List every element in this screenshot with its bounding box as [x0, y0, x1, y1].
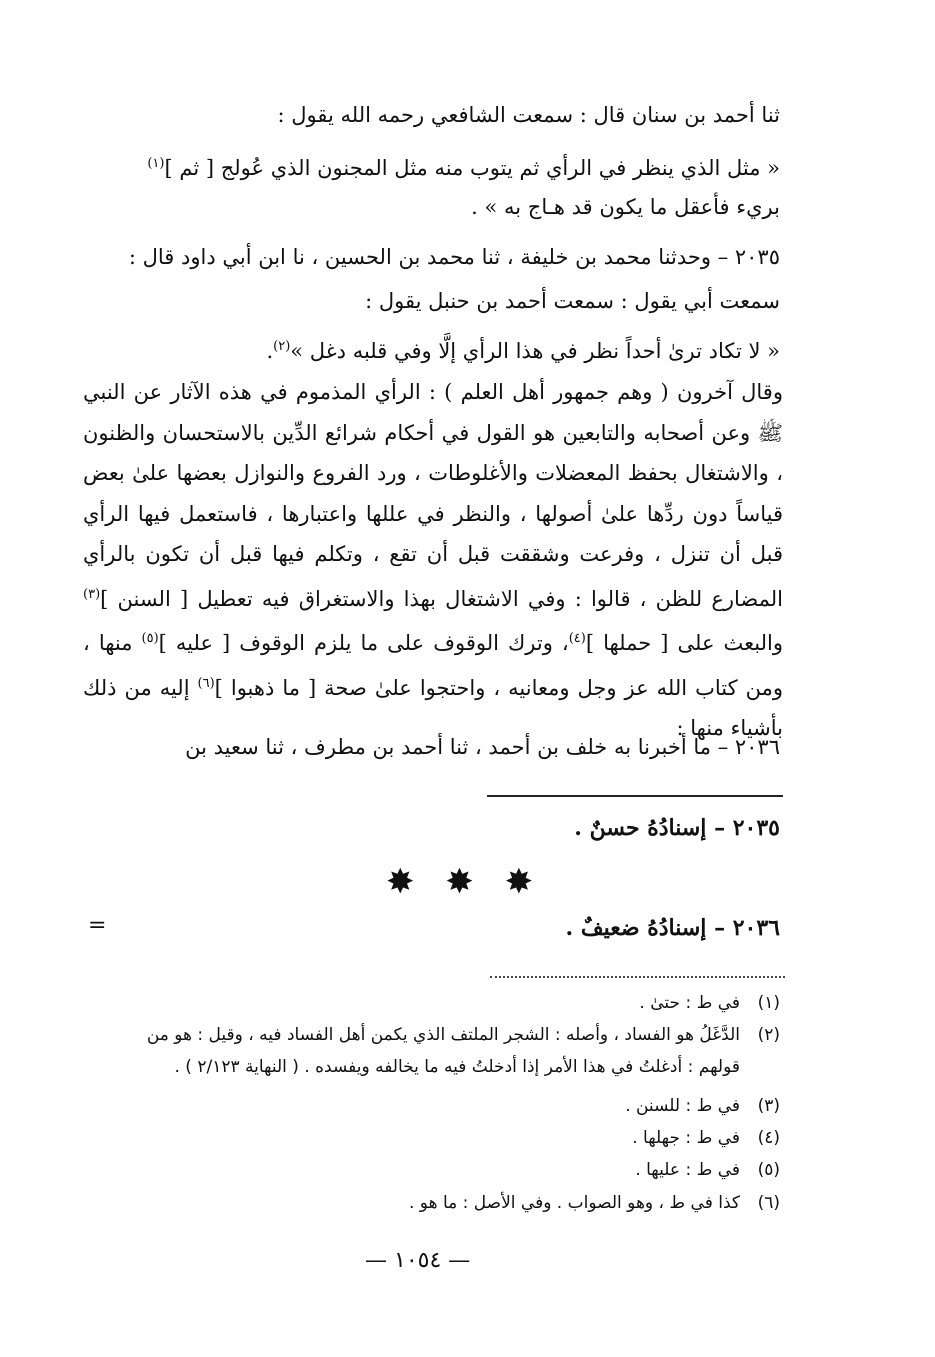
body-text: وقال آخرون ( وهم جمهور أهل العلم ) : الرأي المذموم في هذه الآثار عن النبي ﷺ وعن أصحابه والتابعين هو القول في أحكام شرائع الدِّين بالاستحسان والظنون ، والاشتغال بحفظ المعضلات والأغلوطات ، ورد الفروع والنوازل بعضها علىٰ بعض قياساً دون ردِّها علىٰ أصولها ، والنظر في عللها واعتبارها ، فاستعمل فيها الرأي قبل أن تنزل ، وفرعت وشققت قبل أن تقع ، وتكلم فيها قبل أن تكون بالرأي المضارع للظن ، قالوا : وفي الاشتغال بهذا والاستغراق فيه تعطيل [ السنن ]	[83, 380, 783, 611]
body-line	[80, 147, 780, 185]
continuation-mark: =	[88, 913, 107, 938]
footnote	[90, 1020, 780, 1051]
body-line: سمعت أبي يقول : سمعت أحمد بن حنبل يقول :	[365, 289, 780, 313]
footnote-number: (٦)	[757, 1193, 780, 1213]
footnote-text: في ط : حتىٰ .	[639, 993, 740, 1013]
footnote-text: كذا في ط ، وهو الصواب . وفي الأصل : ما هو .	[408, 1193, 740, 1213]
footnote-number: (٢)	[757, 1025, 780, 1045]
body-line: بريء فأعقل ما يكون قد هـاج به » .	[471, 195, 780, 219]
body-text: « مثل الذي ينظر في الرأي ثم يتوب منه مثل المجنون الذي عُولج [ ثم ]	[164, 156, 780, 180]
body-line: ثنا أحمد بن سنان قال : سمعت الشافعي رحمه الله يقول :	[277, 103, 780, 127]
footnote-marker: (٦)	[197, 675, 215, 691]
body-line: ٢٠٣٦ – ما أخبرنا به خلف بن أحمد ، ثنا أحمد بن مطرف ، ثنا سعيد بن	[185, 735, 780, 759]
footnote-marker: (٤)	[568, 631, 586, 646]
footnote-marker: (٣)	[83, 586, 101, 602]
footnote-text: الدَّغَلُ هو الفساد ، وأصله : الشجر الملتف الذي يكمن أهل الفساد فيه ، وقيل : هو من	[146, 1025, 740, 1045]
footnote-text: في ط : عليها .	[635, 1160, 740, 1180]
page-number: — ١٠٥٤ —	[365, 1248, 471, 1273]
footnote-text: في ط : جهلها .	[632, 1128, 740, 1148]
footnote	[90, 1155, 780, 1186]
footnote	[90, 1091, 780, 1122]
footnote-separator	[490, 976, 785, 978]
footnote-marker: (٥)	[141, 631, 159, 646]
body-line	[80, 330, 780, 368]
grade-2036: ٢٠٣٦ – إسنادُهُ ضعيفٌ .	[565, 915, 780, 941]
stars-divider: ✸ ✸ ✸	[386, 862, 544, 902]
footnote-continuation: قولهم : أدغلتُ في هذا الأمر إذا أدخلتُ فيه ما يخالفه ويفسده . ( النهاية ٢/١٢٣ ) .	[174, 1057, 740, 1077]
body-text: إليه من ذلك بأشياء منها :	[83, 675, 783, 740]
body-paragraph	[83, 372, 783, 749]
body-text: منها ، ومن كتاب الله عز وجل ومعانيه ، واحتجوا علىٰ صحة [ ما ذهبوا ]	[83, 631, 783, 700]
body-text: والبعث على [ حملها ]	[585, 631, 783, 655]
body-text: .	[266, 339, 274, 363]
footnote	[90, 1188, 780, 1219]
footnote-marker: (١)	[147, 156, 165, 171]
footnote-marker: (٢)	[273, 339, 291, 354]
footnote-number: (٣)	[757, 1096, 780, 1116]
body-text: « لا تكاد ترىٰ أحداً نظر في هذا الرأي إلَّا وفي قلبه دغل »	[290, 339, 780, 363]
grade-2035: ٢٠٣٥ – إسنادُهُ حسنٌ .	[574, 815, 780, 841]
footnote-number: (٤)	[757, 1128, 780, 1148]
footnote	[90, 1123, 780, 1154]
body-line: ٢٠٣٥ – وحدثنا محمد بن خليفة ، ثنا محمد بن الحسين ، نا ابن أبي داود قال :	[128, 245, 780, 269]
separator-rule	[487, 795, 783, 797]
footnote-number: (١)	[757, 993, 780, 1013]
footnote	[90, 988, 780, 1019]
footnote-text: في ط : للسنن .	[625, 1096, 740, 1116]
footnote-number: (٥)	[757, 1160, 780, 1180]
body-text: ، وترك الوقوف على ما يلزم الوقوف [ عليه ]	[158, 631, 569, 655]
